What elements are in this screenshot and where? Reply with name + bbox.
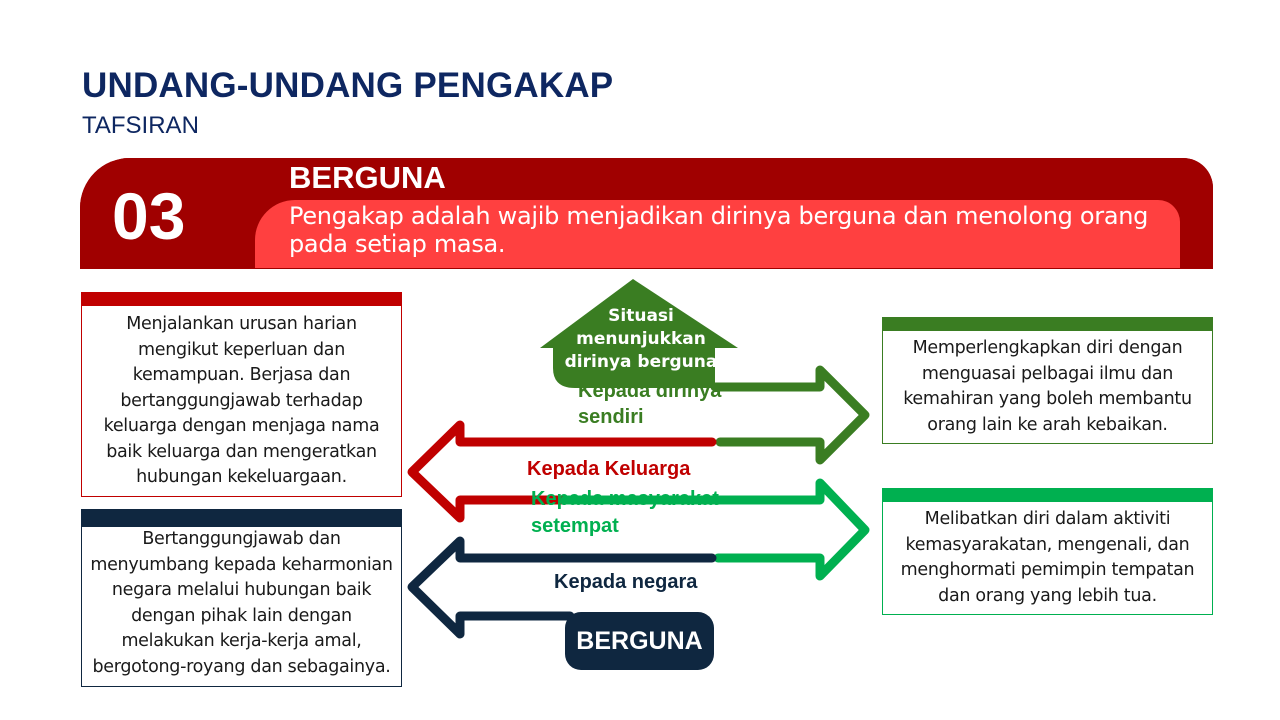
- arrow-label-keluarga: Kepada Keluarga: [527, 458, 691, 480]
- arrow-label-diri: Kepada dirinya sendiri: [578, 380, 722, 428]
- house-label: Situasi menunjukkan dirinya berguna: [564, 306, 718, 372]
- card-keluarga-text: Menjalankan urusan harian mengikut keperluan dan kemampuan. Berjasa dan bertanggungjawab terhadap keluarga dengan menjaga nama baik keluarga dan mengeratkan hubungan kekeluargaan.: [103, 314, 380, 487]
- card-keluarga: [81, 292, 402, 497]
- card-negara: [81, 509, 402, 687]
- card-masyarakat-text: Melibatkan diri dalam aktiviti kemasyarakatan, mengenali, dan menghormati pemimpin tempatan dan orang yang lebih tua.: [900, 509, 1195, 606]
- card-masyarakat-bar: [883, 489, 1212, 502]
- card-diri-bar: [883, 318, 1212, 331]
- card-negara-text: Bertanggungjawab dan menyumbang kepada keharmonian negara melalui hubungan baik dengan pihak lain dengan melakukan kerja-kerja amal, bergotong-royang dan sebagainya.: [90, 529, 393, 677]
- card-diri-text: Memperlengkapkan diri dengan menguasai pelbagai ilmu dan kemahiran yang boleh membantu orang lain ke arah kebaikan.: [903, 338, 1192, 435]
- arrow-label-negara: Kepada negara: [554, 571, 698, 593]
- card-negara-bar: [82, 510, 401, 527]
- principle-description: Pengakap adalah wajib menjadikan dirinya berguna dan menolong orang pada setiap masa.: [289, 202, 1149, 258]
- arrow-label-masyarakat: Kepada masyarakat setempat: [531, 488, 719, 537]
- card-keluarga-bar: [82, 293, 401, 306]
- page-title: UNDANG-UNDANG PENGAKAP: [82, 66, 614, 105]
- page-subtitle: TAFSIRAN: [82, 112, 199, 139]
- card-diri: [882, 317, 1213, 444]
- center-pill-berguna: BERGUNA: [565, 612, 714, 670]
- principle-title: BERGUNA: [289, 160, 446, 195]
- card-masyarakat: [882, 488, 1213, 615]
- principle-number: 03: [112, 179, 186, 253]
